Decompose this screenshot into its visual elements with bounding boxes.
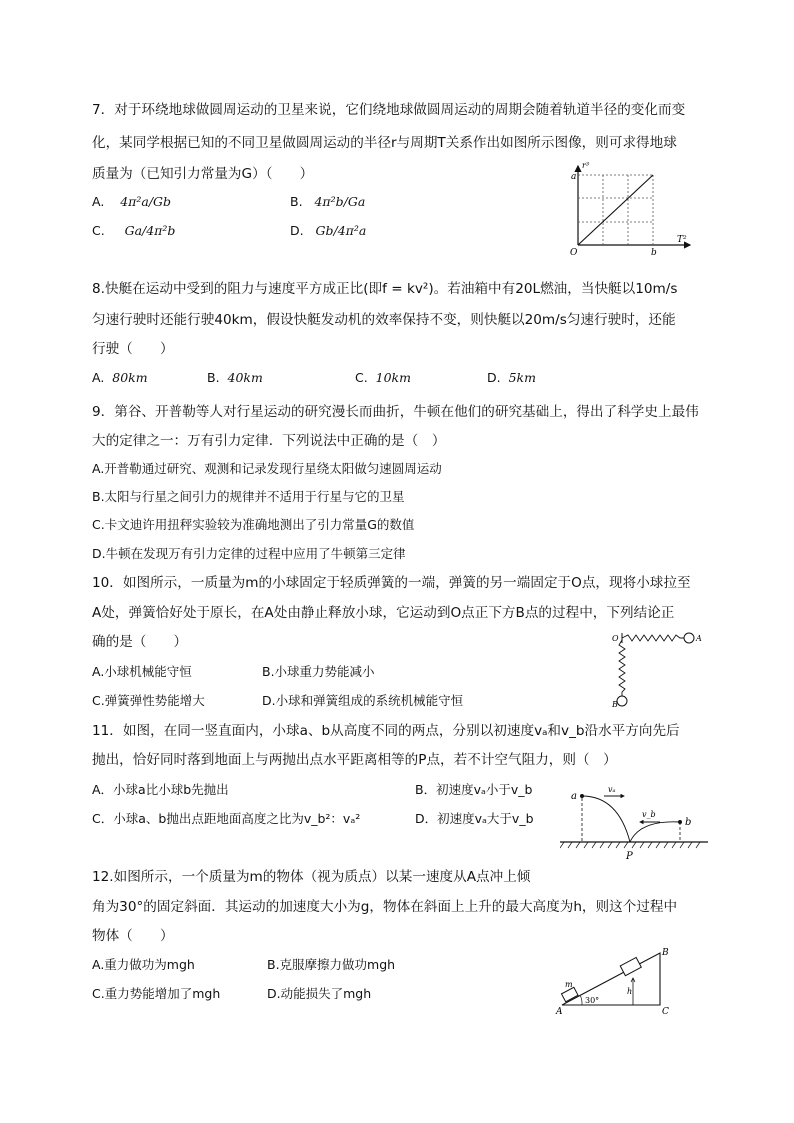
q9-line2: 大的定律之一：万有引力定律．下列说法中正确的是（ ） bbox=[92, 433, 446, 449]
q8-line3: 行驶（ ） bbox=[92, 341, 174, 357]
q11-a-label: a bbox=[571, 791, 577, 802]
q10-option-a: A.小球机械能守恒 bbox=[92, 664, 192, 679]
q9-option-a: A.开普勒通过研究、观测和记录发现行星绕太阳做匀速圆周运动 bbox=[92, 461, 442, 476]
q9-option-b: B.太阳与行星之间引力的规律并不适用于行星与它的卫星 bbox=[92, 489, 405, 504]
q7-graph bbox=[565, 160, 700, 255]
q8-line1: 8.快艇在运动中受到的阻力与速度平方成正比(即f = kv²)。若油箱中有20L燃油，当快艇以10m/s bbox=[92, 281, 678, 297]
q11-va-label: vₐ bbox=[608, 785, 616, 794]
q11-p-label: P bbox=[626, 851, 633, 862]
q7-xlabel: T² bbox=[677, 235, 687, 245]
q11-b-label: b bbox=[685, 817, 692, 828]
q10-line3: 确的是（ ） bbox=[92, 634, 188, 650]
q7-option-b: B. 4π²b/Ga bbox=[290, 194, 366, 209]
q12-c-label: C bbox=[662, 1007, 669, 1017]
q10-b-label: B bbox=[612, 700, 618, 709]
q7-option-d: D. Gb/4π²a bbox=[290, 223, 367, 238]
q10-spring-figure bbox=[608, 628, 703, 710]
q8-option-c: C. 10km bbox=[355, 370, 411, 385]
q11-option-d: D．初速度vₐ大于v_b bbox=[415, 811, 534, 826]
q7-a-label: a bbox=[571, 172, 577, 182]
q12-a-label: A bbox=[556, 1007, 563, 1017]
q12-incline-figure bbox=[548, 945, 678, 1017]
q7-option-a: A. 4π²a/Gb bbox=[92, 194, 172, 209]
q10-line2: A处，弹簧恰好处于原长，在A处由静止释放小球，它运动到O点正下方B点的过程中，下列结论正 bbox=[92, 605, 675, 621]
q12-line2: 角为30°的固定斜面．其运动的加速度大小为g，物体在斜面上上升的最大高度为h，则这个过程中 bbox=[92, 899, 678, 915]
q9-line1: 9．第谷、开普勒等人对行星运动的研究漫长而曲折，牛顿在他们的研究基础上，得出了科学史上最伟 bbox=[92, 404, 699, 420]
q7-b-label: b bbox=[651, 248, 657, 255]
q12-line1: 12.如图所示，一个质量为m的物体（视为质点）以某一速度从A点冲上倾 bbox=[92, 869, 531, 885]
q11-option-a: A．小球a比小球b先抛出 bbox=[92, 782, 229, 797]
q12-b-label: B bbox=[662, 948, 669, 958]
q12-option-b: B.克服摩擦力做功mgh bbox=[267, 957, 396, 972]
q12-option-d: D.动能损失了mgh bbox=[267, 986, 372, 1001]
q10-option-b: B.小球重力势能减小 bbox=[262, 664, 375, 679]
q8-option-a: A. 80km bbox=[92, 370, 148, 385]
q7-line2: 化，某同学根据已知的不同卫星做圆周运动的半径r与周期T关系作出如图所示图像，则可求得地球 bbox=[92, 135, 677, 151]
q11-projectile-figure bbox=[560, 780, 710, 862]
q11-option-b: B．初速度vₐ小于v_b bbox=[415, 782, 533, 797]
q12-m-label: m bbox=[565, 980, 573, 989]
q10-option-d: D.小球和弹簧组成的系统机械能守恒 bbox=[262, 693, 464, 708]
q11-vb-label: v_b bbox=[642, 810, 656, 819]
q10-option-c: C.弹簧弹性势能增大 bbox=[92, 693, 205, 708]
q7-option-c: C. Ga/4π²b bbox=[92, 223, 176, 238]
q12-option-c: C.重力势能增加了mgh bbox=[92, 986, 221, 1001]
q7-origin-label: O bbox=[570, 248, 578, 255]
q7-ylabel: r³ bbox=[582, 161, 590, 170]
q11-option-c: C．小球a、b抛出点距地面高度之比为v_b²：vₐ² bbox=[92, 811, 361, 826]
q10-line1: 10．如图所示，一质量为m的小球固定于轻质弹簧的一端，弹簧的另一端固定于O点，现将小球拉至 bbox=[92, 575, 691, 591]
q12-angle-label: 30° bbox=[585, 996, 600, 1005]
q9-option-c: C.卡文迪许用扭秤实验较为准确地测出了引力常量G的数值 bbox=[92, 517, 415, 532]
q9-option-d: D.牛顿在发现万有引力定律的过程中应用了牛顿第三定律 bbox=[92, 546, 406, 561]
q7-line1: 7．对于环绕地球做圆周运动的卫星来说，它们绕地球做圆周运动的周期会随着轨道半径的变化而变 bbox=[92, 102, 686, 118]
q10-a-label: A bbox=[696, 634, 702, 643]
q8-option-b: B. 40km bbox=[207, 370, 263, 385]
q12-option-a: A.重力做功为mgh bbox=[92, 957, 195, 972]
q11-line2: 抛出，恰好同时落到地面上与两抛出点水平距离相等的P点，若不计空气阻力，则（ ） bbox=[92, 752, 617, 768]
q12-h-label: h bbox=[627, 987, 633, 996]
q8-option-d: D. 5km bbox=[487, 370, 536, 385]
q8-line2: 匀速行驶时还能行驶40km，假设快艇发动机的效率保持不变，则快艇以20m/s匀速行驶时，还能 bbox=[92, 312, 676, 328]
q10-o-label: O bbox=[612, 634, 619, 643]
q7-line3: 质量为（已知引力常量为G）（ ） bbox=[92, 166, 314, 182]
q11-line1: 11．如图，在同一竖直面内，小球a、b从高度不同的两点，分别以初速度vₐ和v_b沿水平方向先后 bbox=[92, 723, 680, 739]
q12-line3: 物体（ ） bbox=[92, 928, 174, 944]
